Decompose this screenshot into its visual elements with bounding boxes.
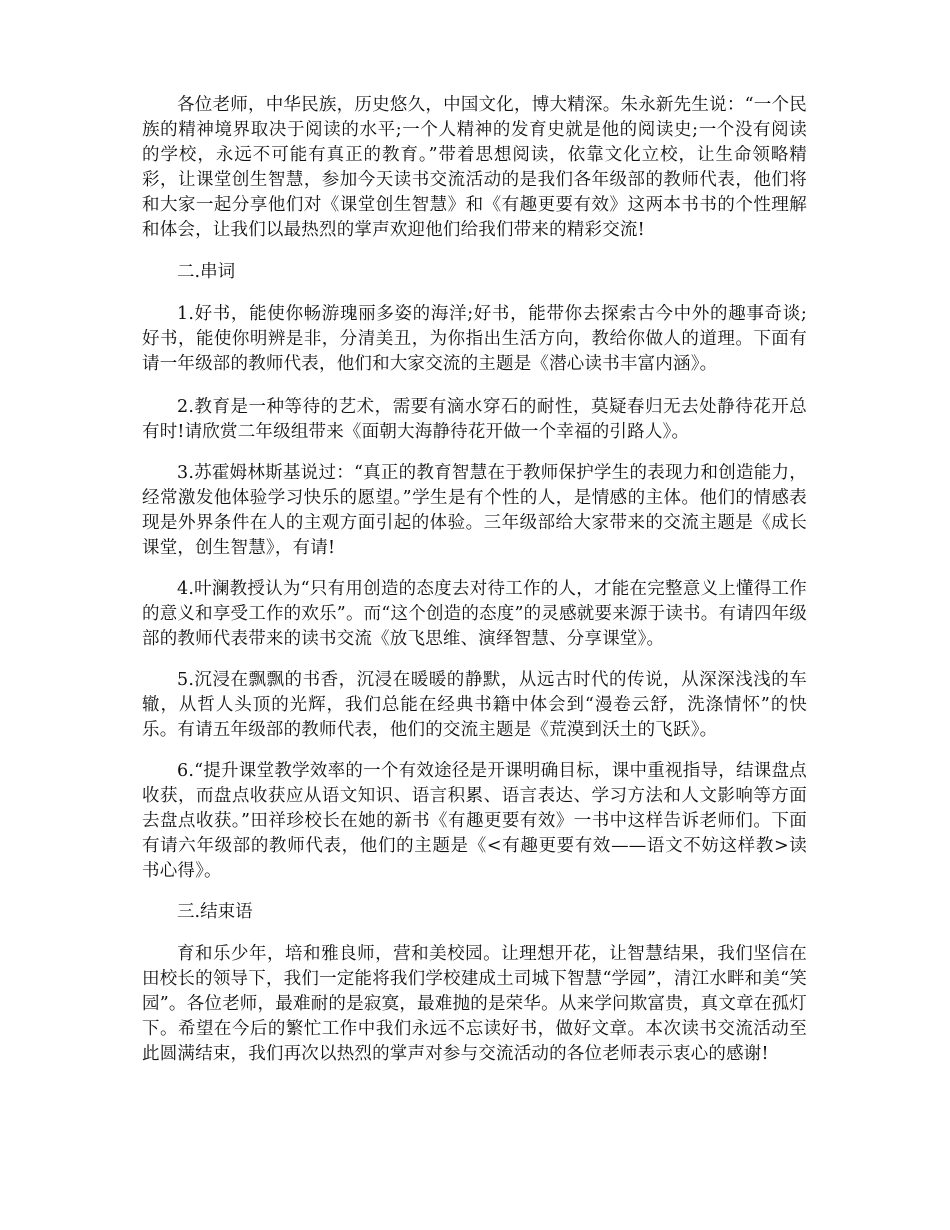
transition-paragraph-5: 5.沉浸在飘飘的书香，沉浸在暖暖的静默，从远古时代的传说，从深深浅浅的车辙，从哲人头顶的光辉，我们总能在经典书籍中体会到“漫卷云舒，洗涤情怀”的快乐。有请五年级部的教师代表，他们的交流主题是《荒漠到沃土的飞跃》。 (142, 670, 807, 740)
transition-paragraph-3: 3.苏霍姆林斯基说过：“真正的教育智慧在于教师保护学生的表现力和创造能力，经常激发他体验学习快乐的愿望。”学生是有个性的人，是情感的主体。他们的情感表现是外界条件在人的主观方面引起的体验。三年级部给大家带来的交流主题是《成长课堂，创生智慧》，有请! (142, 463, 807, 558)
section-three-heading: 三.结束语 (177, 902, 253, 922)
transition-paragraph-2: 2.教育是一种等待的艺术，需要有滴水穿石的耐性，莫疑春归无去处静待花开总有时!请欣赏二年级组带来《面朝大海静待花开做一个幸福的引路人》。 (142, 397, 807, 442)
transition-paragraph-1: 1.好书，能使你畅游瑰丽多姿的海洋;好书，能带你去探索古今中外的趣事奇谈;好书，能使你明辨是非，分清美丑，为你指出生活方向，教给你做人的道理。下面有请一年级部的教师代表，他们和大家交流的主题是《潜心读书丰富内涵》。 (142, 304, 807, 374)
transition-paragraph-4: 4.叶澜教授认为“只有用创造的态度去对待工作的人，才能在完整意义上懂得工作的意义和享受工作的欢乐”。而“这个创造的态度”的灵感就要来源于读书。有请四年级部的教师代表带来的读书交流《放飞思维、演绎智慧、分享课堂》。 (142, 579, 807, 649)
transition-paragraph-6: 6.“提升课堂教学效率的一个有效途径是开课明确目标，课中重视指导，结课盘点收获，而盘点收获应从语文知识、语言积累、语言表达、学习方法和人文影响等方面去盘点收获。”田祥珍校长在她的新书《有趣更要有效》一书中这样告诉老师们。下面有请六年级部的教师代表，他们的主题是《<有趣更要有效——语文不妨这样教>读书心得》。 (142, 761, 807, 881)
section-two-heading: 二.串词 (177, 262, 236, 282)
intro-paragraph: 各位老师，中华民族，历史悠久，中国文化，博大精深。朱永新先生说：“一个民族的精神境界取决于阅读的水平;一个人精神的发育史就是他的阅读史;一个没有阅读的学校，永远不可能有真正的教育。”带着思想阅读，依靠文化立校，让生命领略精彩，让课堂创生智慧，参加今天读书交流活动的是我们各年级部的教师代表，他们将和大家一起分享他们对《课堂创生智慧》和《有趣更要有效》这两本书书的个性理解和体会，让我们以最热烈的掌声欢迎他们给我们带来的精彩交流! (142, 95, 807, 240)
closing-paragraph: 育和乐少年，培和雅良师，营和美校园。让理想开花，让智慧结果，我们坚信在田校长的领导下，我们一定能将我们学校建成土司城下智慧“学园”，清江水畔和美“笑园”。各位老师，最难耐的是寂寞，最难抛的是荣华。从来学问欺富贵，真文章在孤灯下。希望在今后的繁忙工作中我们永远不忘读好书，做好文章。本次读书交流活动至此圆满结束，我们再次以热烈的掌声对参与交流活动的各位老师表示衷心的感谢! (142, 944, 807, 1064)
